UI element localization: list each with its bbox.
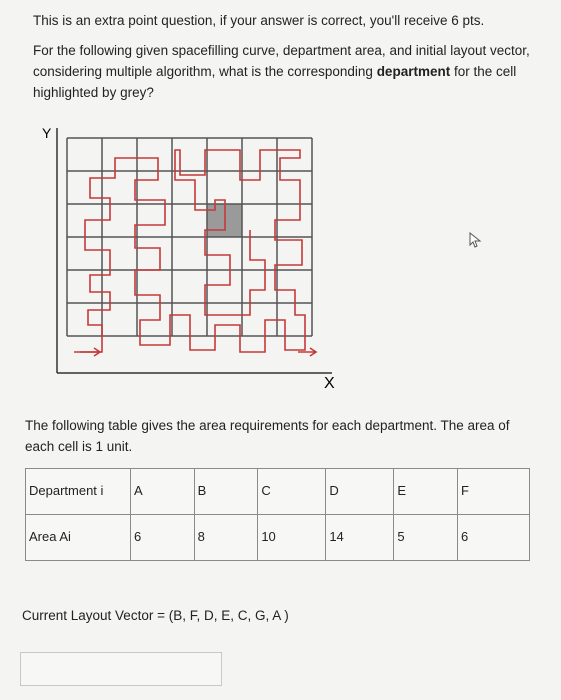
table-cell: Area Ai	[26, 515, 131, 561]
table-header-cell: B	[194, 469, 258, 515]
table-header-cell: A	[131, 469, 195, 515]
table-row	[26, 469, 530, 515]
table-cell: 10	[258, 515, 326, 561]
table-cell: 5	[394, 515, 458, 561]
table-header-cell: F	[458, 469, 530, 515]
table-cell: 8	[194, 515, 258, 561]
table-header-cell: E	[394, 469, 458, 515]
question-text	[33, 40, 533, 103]
table-cell: 6	[131, 515, 195, 561]
curve-path	[80, 150, 305, 352]
y-axis-label: Y	[42, 125, 52, 141]
table-intro-text: The following table gives the area requirements for each department. The area of each cell is 1 unit.	[25, 418, 510, 454]
spacefilling-curve	[74, 150, 316, 356]
table-cell: 6	[458, 515, 530, 561]
answer-input[interactable]	[20, 652, 222, 686]
table-header-cell: C	[258, 469, 326, 515]
table-cell: 14	[326, 515, 394, 561]
table-header-cell: D	[326, 469, 394, 515]
question-part-2: for the cell highlighted by grey?	[33, 64, 517, 100]
x-axis-label: X	[324, 375, 335, 390]
intro-text: This is an extra point question, if your answer is correct, you'll receive 6 pts.	[33, 13, 485, 28]
layout-vector-text: Current Layout Vector = (B, F, D, E, C, G, A )	[22, 608, 289, 623]
question-bold: department	[376, 64, 451, 79]
table-row	[26, 515, 530, 561]
area-requirements-table	[25, 468, 530, 561]
table-header-cell: Department i	[26, 469, 131, 515]
mouse-cursor-icon	[468, 232, 482, 248]
spacefilling-curve-figure	[40, 120, 340, 390]
start-arrow-icon	[74, 348, 100, 356]
question-part-1: For the following given spacefilling curve, department area, and initial layout vector, considering multiple algorithm, what is the corresponding	[33, 43, 530, 79]
